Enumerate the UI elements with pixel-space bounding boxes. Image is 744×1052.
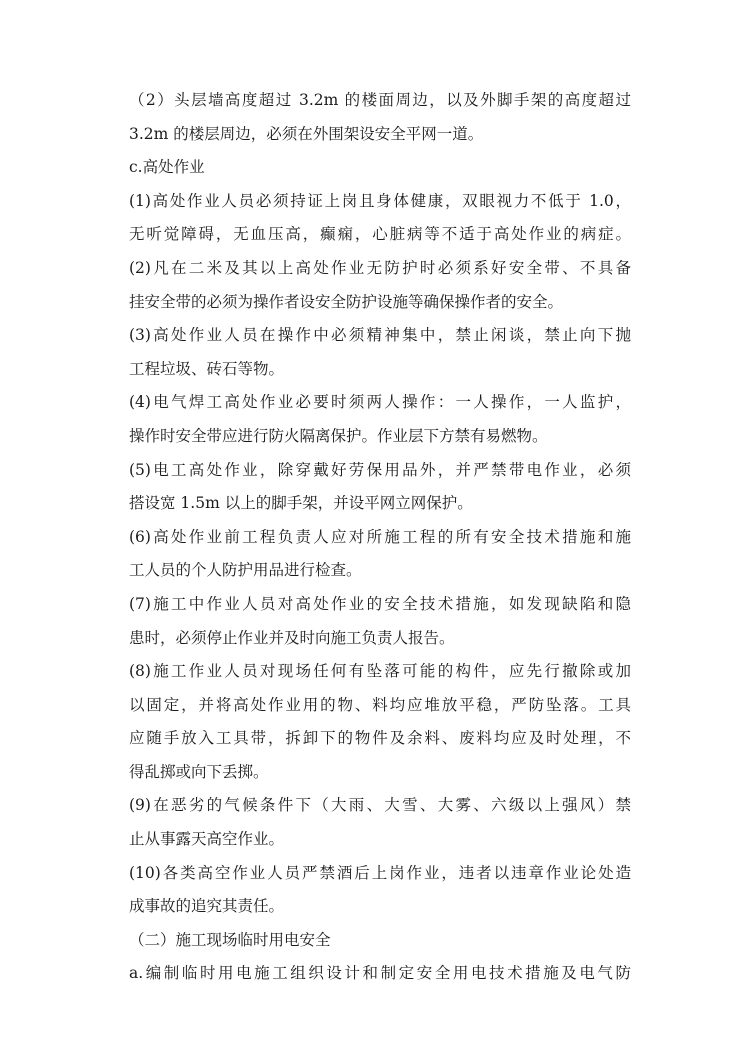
- text-line: 以固定，并将高处作业用的物、料均应堆放平稳，严防坠落。工具: [129, 695, 631, 714]
- text-line: 3.2m 的楼层周边，必须在外围架设安全平网一道。: [129, 124, 484, 143]
- text-line: (5)电工高处作业，除穿戴好劳保用品外，并严禁带电作业，必须: [129, 460, 631, 479]
- document-body: [129, 88, 631, 995]
- text-line: (10)各类高空作业人员严禁酒后上岗作业，违者以违章作业论处造: [129, 863, 631, 882]
- text-line: (2)凡在二米及其以上高处作业无防护时必须系好安全带、不具备: [129, 258, 631, 277]
- text-line: 止从事露天高空作业。: [129, 830, 285, 849]
- text-line: (4)电气焊工高处作业必要时须两人操作：一人操作，一人监护，: [129, 393, 631, 412]
- text-line: (7)施工中作业人员对高处作业的安全技术措施，如发现缺陷和隐: [129, 594, 631, 613]
- text-line: a.编制临时用电施工组织设计和制定安全用电技术措施及电气防: [129, 964, 631, 983]
- text-line: 得乱掷或向下丢掷。: [129, 762, 269, 781]
- section-heading: c.高处作业: [129, 158, 205, 177]
- text-line: (8)施工作业人员对现场任何有坠落可能的构件，应先行撤除或加: [129, 662, 631, 681]
- text-line: 工人员的个人防护用品进行检查。: [129, 561, 362, 580]
- text-line: 工程垃圾、砖石等物。: [129, 359, 285, 378]
- text-line: (1)高处作业人员必须持证上岗且身体健康，双眼视力不低于 1.0，: [129, 191, 631, 210]
- text-line: 操作时安全带应进行防火隔离保护。作业层下方禁有易燃物。: [129, 426, 548, 445]
- text-line: 挂安全带的必须为操作者设安全防护设施等确保操作者的安全。: [129, 292, 564, 311]
- text-line: 无听觉障碍，无血压高，癫痫，心脏病等不适于高处作业的病症。: [129, 225, 631, 244]
- text-line: （2）头层墙高度超过 3.2m 的楼面周边，以及外脚手架的高度超过: [129, 91, 631, 109]
- text-line: (9)在恶劣的气候条件下（大雨、大雪、大雾、六级以上强风）禁: [129, 796, 631, 815]
- text-line: 搭设宽 1.5m 以上的脚手架，并设平网立网保护。: [129, 494, 473, 513]
- section-heading: （二）施工现场临时用电安全: [129, 930, 331, 949]
- text-line: 应随手放入工具带，拆卸下的物件及余料、废料均应及时处理，不: [129, 729, 631, 748]
- text-line: 患时，必须停止作业并及时向施工负责人报告。: [129, 628, 455, 647]
- text-line: (3)高处作业人员在操作中必须精神集中，禁止闲谈，禁止向下抛: [129, 326, 631, 345]
- text-line: 成事故的追究其责任。: [129, 897, 285, 916]
- text-line: (6)高处作业前工程负责人应对所施工程的所有安全技术措施和施: [129, 527, 631, 546]
